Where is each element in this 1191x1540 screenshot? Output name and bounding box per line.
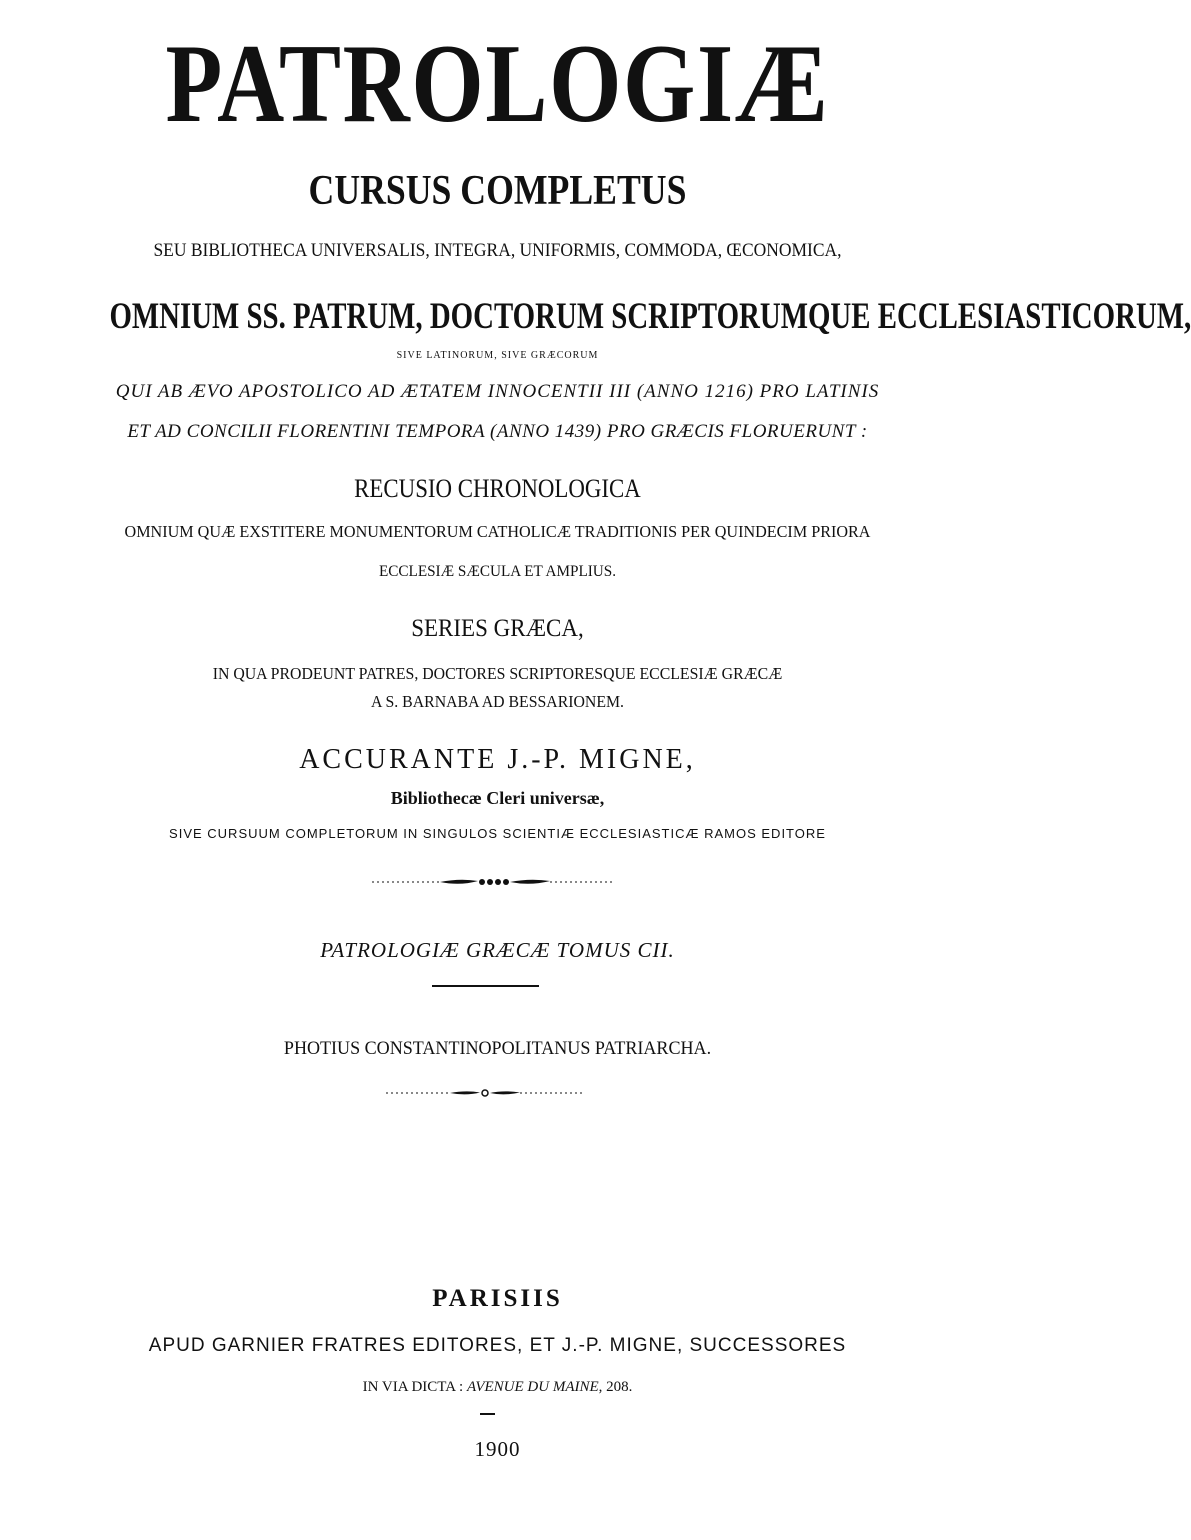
- year-line: 1900: [474, 1437, 521, 1461]
- sive-line: SIVE LATINORUM, SIVE GRÆCORUM: [396, 350, 599, 361]
- address-prefix: IN VIA DICTA :: [362, 1379, 464, 1395]
- qui-line: QUI AB ÆVO APOSTOLICO AD ÆTATEM INNOCENTII III (ANNO 1216) PRO LATINIS: [115, 381, 880, 402]
- flourish-ornament-small-icon: [0, 1085, 995, 1101]
- omnium-line: OMNIUM SS. PATRUM, DOCTORUM SCRIPTORUMQUE ECCLESIASTICORUM,: [109, 296, 1191, 337]
- address-line: [0, 1379, 995, 1396]
- accurante-line: ACCURANTE J.-P. MIGNE,: [299, 744, 696, 775]
- subtitle: CURSUS COMPLETUS: [308, 168, 687, 214]
- divider-rule: [432, 985, 539, 987]
- et-line: ET AD CONCILII FLORENTINI TEMPORA (ANNO 1439) PRO GRÆCIS FLORUERUNT :: [127, 421, 868, 442]
- sive-cursuum-line: SIVE CURSUUM COMPLETORUM IN SINGULOS SCIENTIÆ ECCLESIASTICÆ RAMOS EDITORE: [169, 826, 826, 841]
- seu-line: SEU BIBLIOTHECA UNIVERSALIS, INTEGRA, UNIFORMIS, COMMODA, ŒCONOMICA,: [153, 240, 842, 261]
- author-line: PHOTIUS CONSTANTINOPOLITANUS PATRIARCHA.: [283, 1038, 712, 1059]
- main-title: PATROLOGIÆ: [165, 22, 830, 146]
- series-line-1: IN QUA PRODEUNT PATRES, DOCTORES SCRIPTORESQUE ECCLESIÆ GRÆCÆ: [212, 664, 783, 683]
- series-heading: SERIES GRÆCA,: [411, 615, 584, 642]
- short-dash: [480, 1413, 495, 1415]
- tomus-line: PATROLOGIÆ GRÆCÆ TOMUS CII.: [320, 938, 675, 962]
- recusio-line-2: ECCLESIÆ SÆCULA ET AMPLIUS.: [378, 563, 617, 580]
- address-number: , 208.: [598, 1379, 633, 1395]
- bibliotheca-line: Bibliothecæ Cleri universæ,: [390, 788, 605, 808]
- series-line-2: A S. BARNABA AD BESSARIONEM.: [370, 692, 625, 711]
- flourish-ornament-icon: [0, 872, 995, 892]
- publisher-line: APUD GARNIER FRATRES EDITORES, ET J.-P. MIGNE, SUCCESSORES: [148, 1335, 847, 1356]
- city-line: PARISIIS: [432, 1285, 563, 1312]
- recusio-line-1: OMNIUM QUÆ EXSTITERE MONUMENTORUM CATHOLICÆ TRADITIONIS PER QUINDECIM PRIORA: [124, 522, 871, 541]
- recusio-heading: RECUSIO CHRONOLOGICA: [354, 474, 641, 503]
- address-street: AVENUE DU MAINE: [466, 1379, 599, 1395]
